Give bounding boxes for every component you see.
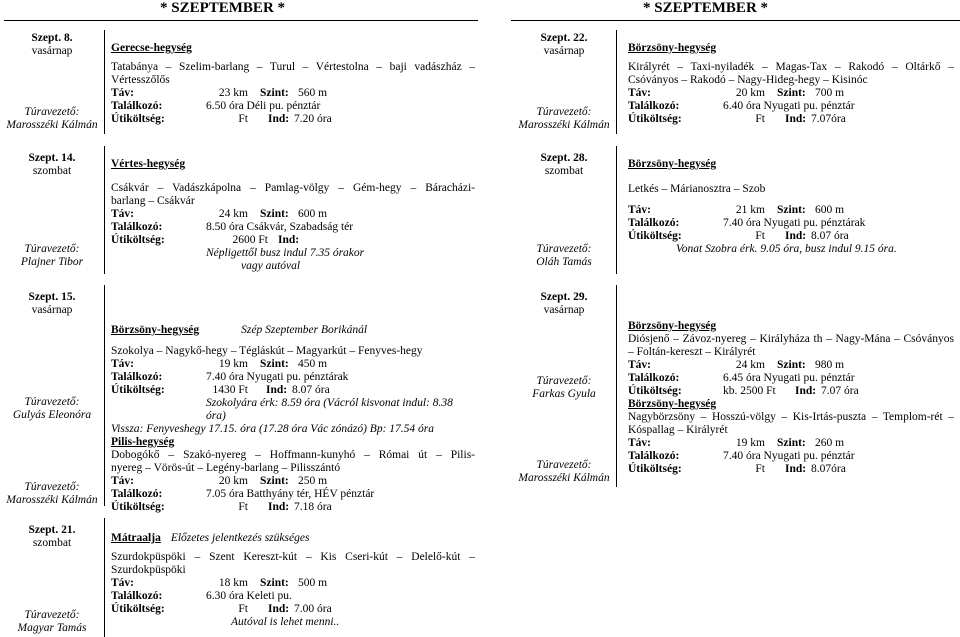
cost-label: Útiköltség: bbox=[111, 501, 165, 513]
departure-value: 8.07 óra bbox=[292, 384, 330, 396]
tour-entry bbox=[111, 158, 475, 273]
guide-role: Túravezető: bbox=[536, 375, 592, 387]
cost-label: Útiköltség: bbox=[628, 230, 682, 242]
currency: Ft bbox=[755, 113, 765, 125]
entry-date-cell bbox=[0, 32, 104, 58]
distance-value: 20 km bbox=[218, 475, 248, 487]
distance-label: Táv: bbox=[111, 475, 134, 487]
distance-label: Táv: bbox=[628, 359, 651, 371]
elevation-label: Szint: bbox=[260, 358, 289, 370]
route-line: Nagybörzsöny – Hosszú-völgy – Kis-Irtás-puszta – Templom-rét – bbox=[628, 411, 954, 423]
entry-day: szombat bbox=[32, 537, 72, 549]
entry-date: Szept. 29. bbox=[540, 291, 588, 303]
elevation-value: 980 m bbox=[815, 359, 845, 371]
tour-entry bbox=[628, 158, 954, 256]
tour-title: Börzsöny-hegység bbox=[628, 158, 717, 170]
guide-role: Túravezető: bbox=[536, 459, 592, 471]
guide-name: Marosszéki Kálmán bbox=[6, 494, 98, 506]
guide-role: Túravezető: bbox=[24, 106, 80, 118]
meeting-value: 7.05 óra Batthyány tér, HÉV pénztár bbox=[206, 488, 375, 500]
departure-label: Ind: bbox=[785, 230, 807, 242]
note: Vonat Szobra érk. 9.05 óra, busz indul 9.15 óra. bbox=[676, 243, 897, 255]
note: Vissza: Fenyveshegy 17.15. óra (17.28 óra Vác zónázó) Bp: 17.54 óra bbox=[111, 423, 435, 435]
month-header-left: * SZEPTEMBER * bbox=[160, 0, 286, 16]
route-line: nyereg – Vörös-út – Legény-barlang – Pilisszántó bbox=[111, 462, 341, 474]
distance-value: 20 km bbox=[735, 87, 765, 99]
guide-cell bbox=[512, 375, 616, 401]
departure-label: Ind: bbox=[268, 501, 290, 513]
currency: Ft bbox=[238, 603, 248, 615]
guide-name: Magyar Tamás bbox=[17, 622, 87, 634]
elevation-value: 600 m bbox=[298, 208, 328, 220]
route-line: Dobogókő – Szakó-nyereg – Hoffmann-kunyhó – Római út – Pilis- bbox=[111, 449, 475, 461]
departure-value: 8.07 óra bbox=[811, 230, 849, 242]
elevation-value: 560 m bbox=[298, 87, 328, 99]
guide-role: Túravezető: bbox=[24, 243, 80, 255]
elevation-value: 250 m bbox=[298, 475, 328, 487]
cost-label: Útiköltség: bbox=[628, 113, 682, 125]
column-divider bbox=[104, 285, 105, 506]
column-divider bbox=[616, 30, 617, 134]
note: Autóval is lehet menni.. bbox=[231, 616, 340, 628]
distance-label: Táv: bbox=[111, 208, 134, 220]
month-header-right: * SZEPTEMBER * bbox=[643, 0, 769, 16]
entry-day: vasárnap bbox=[31, 45, 73, 57]
route-line: Tatabánya – Szelim-barlang – Turul – Vértestolna – baji vadászház – bbox=[111, 61, 475, 73]
entry-day: szombat bbox=[544, 165, 584, 177]
tour-title: Börzsöny-hegység bbox=[628, 42, 717, 54]
tour-entry bbox=[111, 532, 475, 629]
entry-day: vasárnap bbox=[31, 304, 73, 316]
guide-cell bbox=[512, 459, 616, 485]
divider bbox=[511, 20, 960, 21]
meeting-label: Találkozó: bbox=[111, 371, 163, 383]
tour-title: Vértes-hegység bbox=[111, 158, 186, 170]
distance-value: 24 km bbox=[218, 208, 248, 220]
cost-value: 2600 Ft bbox=[232, 234, 268, 246]
tour-entry bbox=[628, 320, 954, 476]
tour-entry bbox=[111, 42, 475, 126]
guide-name: Plajner Tibor bbox=[20, 256, 84, 268]
meeting-label: Találkozó: bbox=[628, 217, 680, 229]
distance-label: Táv: bbox=[111, 87, 134, 99]
entry-day: szombat bbox=[32, 165, 72, 177]
departure-value: 7.00 óra bbox=[294, 603, 332, 615]
departure-label: Ind: bbox=[795, 385, 817, 397]
column-divider bbox=[104, 30, 105, 134]
tour-subtitle: Előzetes jelentkezés szükséges bbox=[170, 532, 310, 544]
entry-date-cell bbox=[0, 524, 104, 550]
divider bbox=[4, 20, 478, 21]
departure-label: Ind: bbox=[268, 603, 290, 615]
departure-value: 7.07óra bbox=[811, 113, 846, 125]
distance-label: Táv: bbox=[628, 87, 651, 99]
distance-value: 18 km bbox=[218, 577, 248, 589]
elevation-label: Szint: bbox=[260, 208, 289, 220]
entry-date-cell bbox=[0, 291, 104, 317]
meeting-value: 6.45 óra Nyugati pu. pénztár bbox=[723, 372, 855, 384]
meeting-value: 8.50 óra Csákvár, Szabadság tér bbox=[206, 221, 354, 233]
entry-date: Szept. 15. bbox=[28, 291, 76, 303]
cost-label: Útiköltség: bbox=[111, 603, 165, 615]
elevation-value: 450 m bbox=[298, 358, 328, 370]
distance-label: Táv: bbox=[628, 204, 651, 216]
cost-value: 1430 Ft bbox=[212, 384, 248, 396]
distance-label: Táv: bbox=[628, 437, 651, 449]
tour-title: Börzsöny-hegység bbox=[628, 398, 717, 410]
departure-label: Ind: bbox=[268, 113, 290, 125]
guide-role: Túravezető: bbox=[536, 106, 592, 118]
currency: Ft bbox=[238, 501, 248, 513]
column-divider bbox=[104, 146, 105, 274]
currency: Ft bbox=[755, 463, 765, 475]
entry-date: Szept. 22. bbox=[540, 32, 588, 44]
cost-label: Útiköltség: bbox=[628, 463, 682, 475]
elevation-value: 600 m bbox=[815, 204, 845, 216]
route-line: Csákvár – Vadászkápolna – Pamlag-völgy – Gém-hegy – Báracházi- bbox=[111, 182, 475, 194]
route-line: Királyrét – Taxi-nyiladék – Magas-Tax – Rakodó – Oltárkő – bbox=[628, 61, 954, 73]
departure-label: Ind: bbox=[785, 463, 807, 475]
meeting-label: Találkozó: bbox=[111, 221, 163, 233]
note: vagy autóval bbox=[241, 260, 301, 272]
distance-label: Táv: bbox=[111, 358, 134, 370]
meeting-label: Találkozó: bbox=[628, 100, 680, 112]
meeting-value: 7.40 óra Nyugati pu. pénztár bbox=[723, 450, 855, 462]
departure-label: Ind: bbox=[278, 234, 300, 246]
distance-value: 21 km bbox=[735, 204, 765, 216]
distance-value: 23 km bbox=[218, 87, 248, 99]
entry-date: Szept. 21. bbox=[28, 524, 76, 536]
tour-subtitle: Szép Szeptember Borikánál bbox=[241, 324, 368, 336]
route-line: Szurdokpüspöki bbox=[111, 564, 186, 576]
guide-name: Gulyás Eleonóra bbox=[12, 409, 92, 421]
guide-name: Oláh Tamás bbox=[536, 256, 592, 268]
guide-cell bbox=[0, 106, 104, 132]
distance-value: 24 km bbox=[735, 359, 765, 371]
tour-title: Börzsöny-hegység bbox=[111, 324, 200, 336]
tour-title: Pilis-hegység bbox=[111, 436, 175, 448]
route-line: Szurdokpüspöki – Szent Kereszt-kút – Kis Cseri-kút – Delelő-kút – bbox=[111, 551, 475, 563]
tour-title: Börzsöny-hegység bbox=[628, 320, 717, 332]
cost-label: Útiköltség: bbox=[111, 113, 165, 125]
meeting-value: 6.50 óra Déli pu. pénztár bbox=[206, 100, 321, 112]
departure-value: 7.20 óra bbox=[294, 113, 332, 125]
elevation-label: Szint: bbox=[777, 204, 806, 216]
cost-label: Útiköltség: bbox=[111, 384, 165, 396]
departure-value: 7.18 óra bbox=[294, 501, 332, 513]
guide-cell bbox=[0, 481, 104, 507]
meeting-label: Találkozó: bbox=[111, 100, 163, 112]
meeting-label: Találkozó: bbox=[628, 450, 680, 462]
meeting-label: Találkozó: bbox=[111, 488, 163, 500]
elevation-label: Szint: bbox=[777, 359, 806, 371]
currency: Ft bbox=[238, 113, 248, 125]
guide-cell bbox=[512, 243, 616, 269]
tour-entry bbox=[111, 324, 475, 514]
route-line: Diósjenő – Závoz-nyereg – Királyháza th – Nagy-Mána – Csóványos bbox=[628, 333, 954, 345]
route-line: – Foltán-kereszt – Királyrét bbox=[628, 346, 756, 358]
cost-value: kb. 2500 Ft bbox=[723, 385, 776, 397]
route-line: Csóványos – Rakodó – Nagy-Hideg-hegy – Kisinóc bbox=[628, 74, 868, 86]
cost-label: Útiköltség: bbox=[111, 234, 165, 246]
meeting-label: Találkozó: bbox=[628, 372, 680, 384]
elevation-label: Szint: bbox=[260, 87, 289, 99]
guide-name: Marosszéki Kálmán bbox=[518, 472, 610, 484]
departure-value: 7.07 óra bbox=[821, 385, 859, 397]
distance-label: Táv: bbox=[111, 577, 134, 589]
distance-value: 19 km bbox=[218, 358, 248, 370]
entry-date-cell bbox=[512, 32, 616, 58]
entry-date: Szept. 14. bbox=[28, 152, 76, 164]
guide-cell bbox=[0, 243, 104, 269]
route-line: Letkés – Márianosztra – Szob bbox=[628, 183, 766, 195]
entry-date-cell bbox=[0, 152, 104, 178]
entry-date: Szept. 28. bbox=[540, 152, 588, 164]
entry-date-cell bbox=[512, 291, 616, 317]
guide-cell bbox=[0, 396, 104, 422]
tour-entry bbox=[628, 42, 954, 126]
route-line: Vértesszőlős bbox=[111, 74, 170, 86]
guide-role: Túravezető: bbox=[24, 396, 80, 408]
note: Szokolyára érk: 8.59 óra (Vácról kisvonat indul: 8.38 óra) bbox=[206, 397, 453, 422]
elevation-label: Szint: bbox=[777, 437, 806, 449]
entry-date: Szept. 8. bbox=[31, 32, 73, 44]
meeting-value: 6.30 óra Keleti pu. bbox=[206, 590, 292, 602]
guide-name: Marosszéki Kálmán bbox=[518, 119, 610, 131]
meeting-value: 6.40 óra Nyugati pu. pénztár bbox=[723, 100, 855, 112]
departure-value: 8.07óra bbox=[811, 463, 846, 475]
currency: Ft bbox=[755, 230, 765, 242]
elevation-label: Szint: bbox=[777, 87, 806, 99]
route-line: Kóspallag – Királyrét bbox=[628, 424, 728, 436]
cost-label: Útiköltség: bbox=[628, 385, 682, 397]
elevation-value: 260 m bbox=[815, 437, 845, 449]
column-divider bbox=[616, 146, 617, 274]
guide-cell bbox=[512, 106, 616, 132]
elevation-label: Szint: bbox=[260, 475, 289, 487]
guide-name: Marosszéki Kálmán bbox=[6, 119, 98, 131]
tour-title: Gerecse-hegység bbox=[111, 42, 192, 54]
elevation-value: 500 m bbox=[298, 577, 328, 589]
entry-day: vasárnap bbox=[543, 304, 585, 316]
departure-label: Ind: bbox=[266, 384, 288, 396]
route-line: barlang – Csákvár bbox=[111, 195, 195, 207]
entry-date-cell bbox=[512, 152, 616, 178]
guide-cell bbox=[0, 609, 104, 635]
note: Népligettől busz indul 7.35 órakor bbox=[206, 247, 365, 259]
guide-name: Farkas Gyula bbox=[532, 388, 596, 400]
elevation-value: 700 m bbox=[815, 87, 845, 99]
meeting-value: 7.40 óra Nyugati pu. pénztárak bbox=[723, 217, 866, 229]
meeting-label: Találkozó: bbox=[111, 590, 163, 602]
column-divider bbox=[616, 285, 617, 487]
entry-day: vasárnap bbox=[543, 45, 585, 57]
tour-title: Mátraalja bbox=[111, 532, 161, 544]
route-line: Szokolya – Nagykő-hegy – Tégláskút – Magyarkút – Fenyves-hegy bbox=[111, 345, 423, 357]
column-divider bbox=[104, 518, 105, 637]
guide-role: Túravezető: bbox=[24, 481, 80, 493]
guide-role: Túravezető: bbox=[536, 243, 592, 255]
elevation-label: Szint: bbox=[260, 577, 289, 589]
distance-value: 19 km bbox=[735, 437, 765, 449]
departure-label: Ind: bbox=[785, 113, 807, 125]
meeting-value: 7.40 óra Nyugati pu. pénztárak bbox=[206, 371, 349, 383]
guide-role: Túravezető: bbox=[24, 609, 80, 621]
